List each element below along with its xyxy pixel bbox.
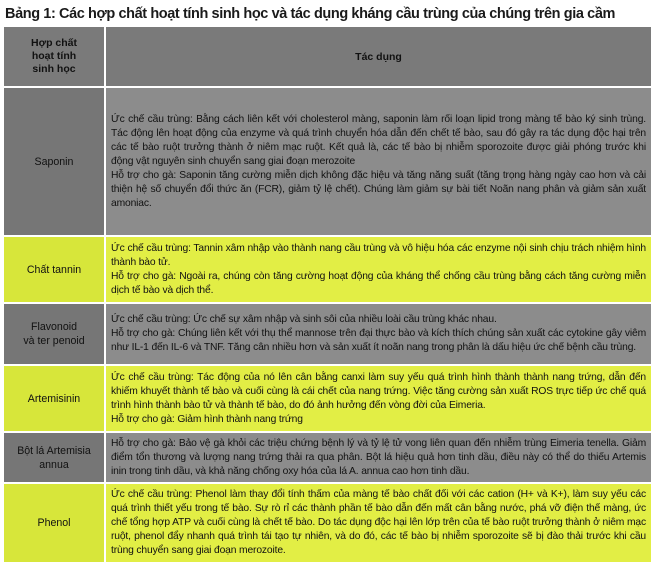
effect-description [105, 303, 651, 365]
compound-name-line1: Bột lá Artemisia [17, 444, 91, 457]
table-row-flavonoid [4, 303, 651, 365]
effect-description [105, 365, 651, 432]
header-compound-line2: hoạt tính [31, 50, 77, 62]
compound-name: Chất tannin [4, 236, 105, 303]
table-row-saponin [4, 87, 651, 236]
table-row-artemisinin [4, 365, 651, 432]
compound-table [4, 27, 651, 564]
table-title: Bảng 1: Các hợp chất hoạt tính sinh học và tác dụng kháng cầu trùng của chúng trên gia cầm [5, 6, 615, 22]
effect-line: Hỗ trợ cho gà: Saponin tăng cường miễn dịch không đặc hiệu và tăng năng suất (tăng trọng hàng ngày cao hơn và cải thiện hệ số chuyển đổi thức ăn (FCR), giảm tỷ lệ chết). Chúng làm giảm sự bài tiết Noãn nang phân và giảm sản xuất amoniac. [111, 169, 646, 209]
compound-name [4, 303, 105, 365]
compound-name: Phenol [4, 483, 105, 563]
effect-line: Ức chế cầu trùng: Tác động của nó lên cân bằng canxi làm suy yếu quá trình hình thành thành nang trứng, dẫn đến khiếm khuyết thành tế bào và cuối cùng là cái chết của nang trứng. Việc tăng cường sản xuất ROS trực tiếp ức chế quá trình hình thành bào tử và thành tế bào, do đó ảnh hưởng đến vòng đời của Eimeria. [111, 371, 646, 411]
table-header-row [4, 27, 651, 87]
header-effect: Tác dụng [105, 27, 651, 87]
effect-description [105, 236, 651, 303]
table-row-artemisia-leaf [4, 432, 651, 483]
compound-name-line2: và ter penoid [23, 335, 85, 347]
effect-line: Ức chế cầu trùng: Bằng cách liên kết với cholesterol màng, saponin làm rối loạn lipid trong màng tế bào ký sinh trùng. Tác động lên hoạt động của enzyme và quá trình chuyển hóa dẫn đến chết tế bào, sau đó gây ra tác dụng độc hại trên các tế bào ruột trưởng thành ở niêm mạc ruột. Kết quả là, các tế bào bị nhiễm sporozoite được giải phóng trước khi động vật nguyên sinh chuyển sang giai đoạn merozoite [111, 113, 646, 167]
compound-name: Saponin [4, 87, 105, 236]
compound-name [4, 432, 105, 483]
header-compound-line1: Hợp chất [31, 37, 77, 49]
effect-line: Hỗ trợ cho gà: Ngoài ra, chúng còn tăng cường hoạt động của kháng thể chống cầu trùng bằng cách tăng cường miễn dịch tế bào và dịch thể. [111, 270, 646, 296]
compound-name-line2: annua [39, 458, 69, 471]
effect-line: Ức chế cầu trùng: Tannin xâm nhập vào thành nang cầu trùng và vô hiệu hóa các enzyme nội sinh chịu trách nhiệm hình thành bào tử. [111, 242, 646, 268]
header-compound-line3: sinh học [32, 63, 76, 75]
header-compound [4, 27, 105, 87]
table-row-phenol [4, 483, 651, 563]
effect-line: Hỗ trợ cho gà: Chúng liên kết với thụ thể mannose trên đại thực bào và kích thích chúng sản xuất các cytokine gây viêm như IL-1 đến IL-6 và TNF. Tăng cân nhiều hơn và sản xuất ít noãn nang trong phân là dấu hiệu ức chế bệnh cầu trùng. [111, 328, 646, 353]
effect-line: Ức chế cầu trùng: Phenol làm thay đổi tính thấm của màng tế bào chất đối với các cation (H+ và K+), làm suy yếu các quá trình thiết yếu trong tế bào. Sự rò rỉ các thành phần tế bào dẫn đến mất cân bằng nước, phá vỡ điện thế màng, ức chế tổng hợp ATP và cuối cùng là chết tế bào. Do tác dụng độc hại lên lớp trên của tế bào ruột trưởng thành ở niêm mạc ruột, phenol đẩy nhanh quá trình tái tạo tự nhiên, và do đó, các tế bào bị nhiễm sporozoite sẽ bị đào thải trước khi cầu trùng chuyển sang giai đoạn merozoite. [111, 489, 646, 556]
table-row-tannin [4, 236, 651, 303]
effect-description [105, 483, 651, 563]
effect-description [105, 432, 651, 483]
effect-line: Hỗ trợ cho gà: Giảm hình thành nang trứng [111, 413, 303, 425]
effect-line: Ức chế cầu trùng: Ức chế sự xâm nhập và sinh sôi của nhiều loài cầu trùng khác nhau. [111, 314, 497, 325]
effect-description [105, 87, 651, 236]
compound-name-line1: Flavonoid [31, 321, 77, 333]
compound-name: Artemisinin [4, 365, 105, 432]
effect-line: Hỗ trợ cho gà: Bảo vệ gà khỏi các triệu chứng bệnh lý và tỷ lệ tử vong liên quan đến nhiễm trùng Eimeria tenella. Giảm điểm tổn thương và lượng nang trứng thải ra qua phân. Bột lá hiệu quả hơn tinh dầu, điều này có thể do thiếu Artemis inin trong tinh dầu, và khả năng chống oxy hóa của lá A. annua cao hơn tinh dầu. [111, 437, 646, 477]
